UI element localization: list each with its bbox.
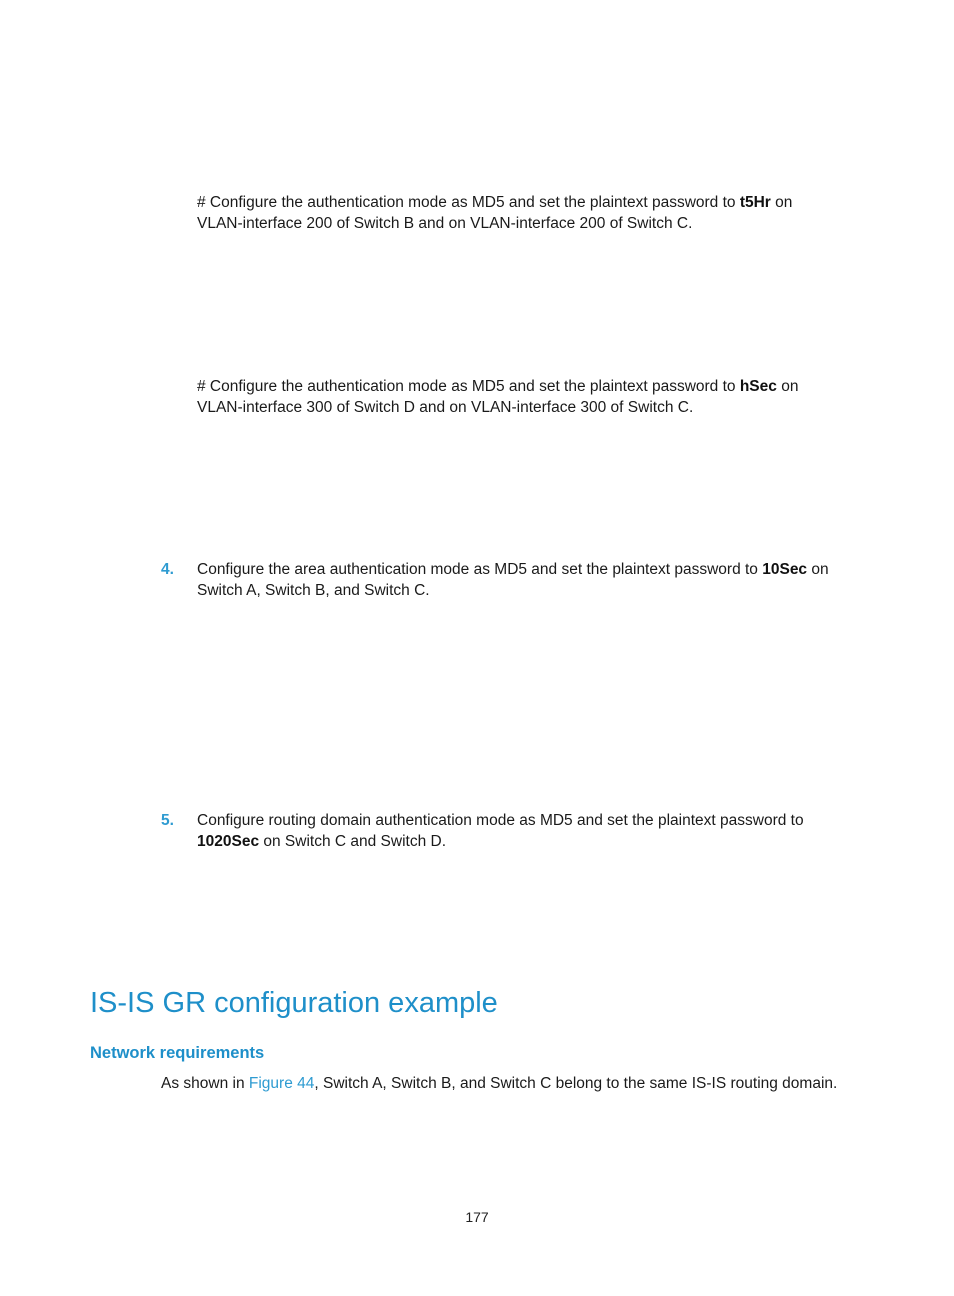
page-number: 177	[465, 1209, 489, 1225]
paragraph-vlan300-auth	[197, 376, 857, 418]
password-t5hr: t5Hr	[739, 194, 771, 211]
step-5-number: 5.	[161, 812, 174, 829]
para2-line1-suffix: on	[776, 378, 799, 395]
paragraph-vlan200-auth	[197, 192, 857, 234]
network-requirements-text	[161, 1073, 861, 1094]
password-1020sec: 1020Sec	[197, 833, 260, 850]
step-5-text	[197, 810, 857, 852]
para1-line1-text: # Configure the authentication mode as MD5 and set the plaintext password to	[197, 194, 740, 211]
step4-line2-text: Switch A, Switch B, and Switch C.	[197, 582, 430, 599]
password-hsec: hSec	[739, 378, 777, 395]
step5-line2-suffix: on Switch C and Switch D.	[259, 833, 447, 850]
para1-line2-text: VLAN-interface 200 of Switch B and on VLAN-interface 200 of Switch C.	[197, 215, 693, 232]
section-title: IS-IS GR configuration example	[90, 987, 498, 1019]
para2-line2-text: VLAN-interface 300 of Switch D and on VLAN-interface 300 of Switch C.	[197, 399, 694, 416]
step4-line1-suffix: on	[807, 561, 829, 578]
step4-line1-text: Configure the area authentication mode as MD5 and set the plaintext password to	[197, 561, 763, 578]
subsection-title: Network requirements	[90, 1044, 265, 1062]
step5-line1-text: Configure routing domain authentication mode as MD5 and set the plaintext password to	[197, 812, 804, 829]
password-10sec: 10Sec	[762, 561, 808, 578]
body-prefix: As shown in	[161, 1075, 249, 1092]
para2-line1-text: # Configure the authentication mode as MD5 and set the plaintext password to	[197, 378, 740, 395]
step-4-text	[197, 559, 857, 601]
para1-line1-suffix: on	[770, 194, 793, 211]
body-suffix: , Switch A, Switch B, and Switch C belong to the same IS-IS routing domain.	[314, 1075, 838, 1092]
figure-44-link[interactable]: Figure 44	[248, 1075, 315, 1092]
step-4-number: 4.	[161, 561, 174, 578]
